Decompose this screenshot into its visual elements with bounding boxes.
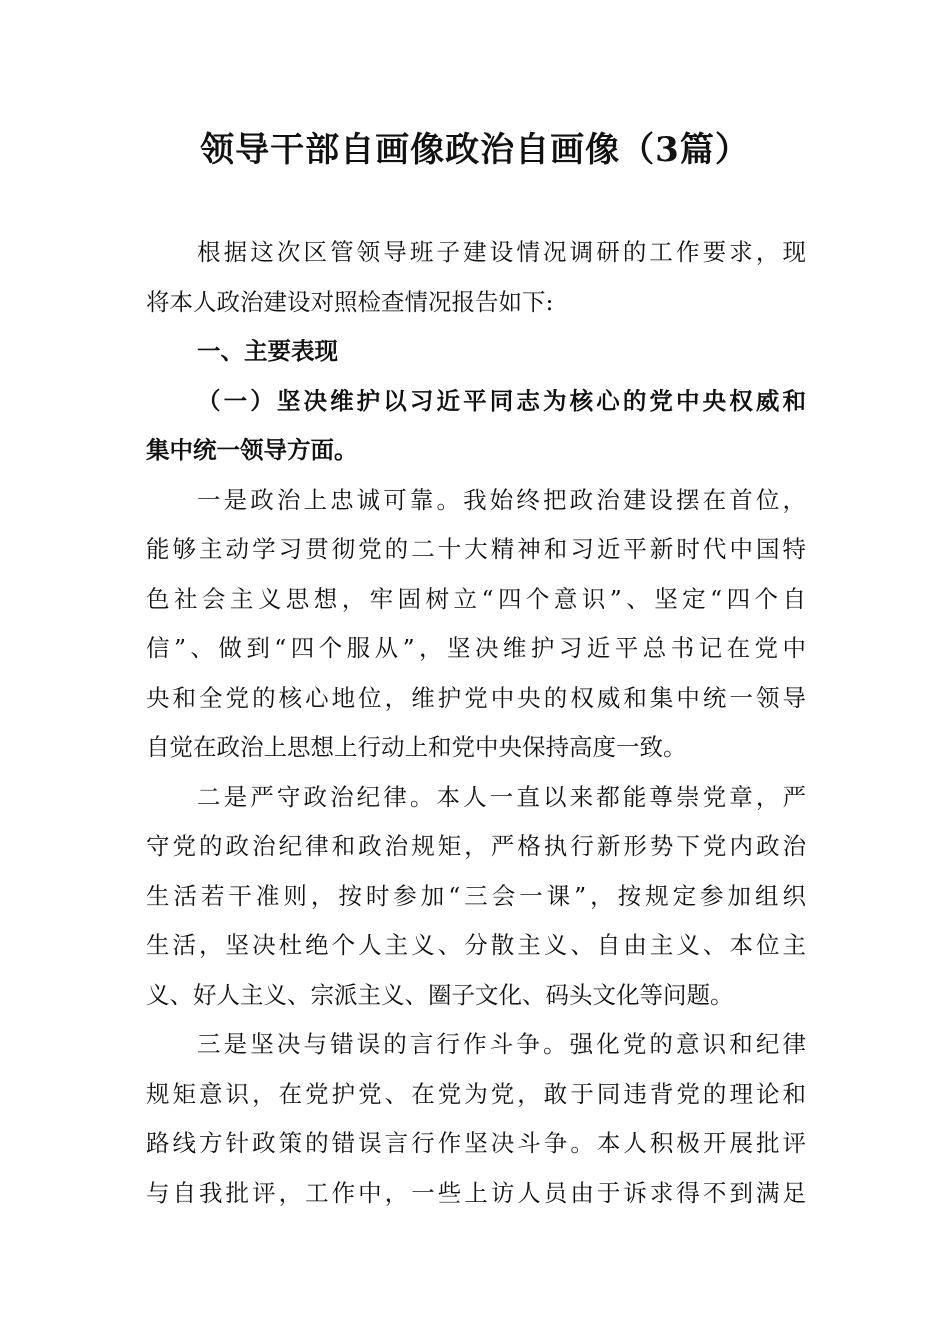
paragraph-line: 根据这次区管领导班子建设情况调研的工作要求，现	[197, 238, 806, 266]
section-heading: 一、主要表现	[197, 337, 338, 365]
paragraph-line: 信”、做到“四个服从”，坚决维护习近平总书记在党中	[146, 634, 806, 662]
paragraph-line: 生活若干准则，按时参加“三会一课”，按规定参加组织	[146, 881, 806, 910]
subsection-heading: （一）坚决维护以习近平同志为核心的党中央权威和	[197, 386, 806, 415]
paragraph-line: 自觉在政治上思想上行动上和党中央保持高度一致。	[146, 733, 687, 761]
paragraph-line: 义、好人主义、宗派主义、圈子文化、码头文化等问题。	[146, 980, 734, 1009]
paragraph-line: 能够主动学习贯彻党的二十大精神和习近平新时代中国特	[146, 535, 806, 563]
paragraph-line: 路线方针政策的错误言行作坚决斗争。本人积极开展批评	[146, 1129, 806, 1157]
document-body	[146, 228, 806, 1218]
paragraph-line: 将本人政治建设对照检查情况报告如下:	[146, 287, 554, 316]
document-title: 领导干部自画像政治自画像（3篇）	[200, 130, 750, 170]
paragraph-line: 守党的政治纪律和政治规矩，严格执行新形势下党内政治	[146, 832, 806, 860]
subsection-heading: 集中统一领导方面。	[146, 436, 358, 464]
paragraph-line: 色社会主义思想，牢固树立“四个意识”、坚定“四个自	[146, 584, 806, 613]
paragraph-line: 生活，坚决杜绝个人主义、分散主义、自由主义、本位主	[146, 931, 806, 959]
paragraph-line: 二是严守政治纪律。本人一直以来都能尊崇党章，严	[197, 782, 806, 811]
paragraph-line: 央和全党的核心地位，维护党中央的权威和集中统一领导	[146, 683, 806, 712]
paragraph-line: 规矩意识，在党护党、在党为党，敢于同违背党的理论和	[146, 1079, 806, 1108]
paragraph-line: 与自我批评，工作中，一些上访人员由于诉求得不到满足	[146, 1178, 806, 1207]
paragraph-line: 三是坚决与错误的言行作斗争。强化党的意识和纪律	[197, 1030, 806, 1058]
paragraph-line: 一是政治上忠诚可靠。我始终把政治建设摆在首位，	[197, 485, 806, 514]
